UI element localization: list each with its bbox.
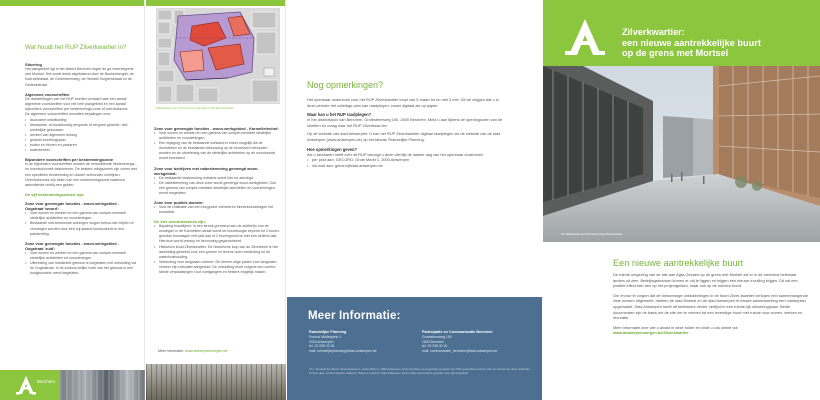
list-item: • Voor wonen en werken en een gamma van comple-mentaire stedelijke activiteiten en voorzieningen. [154,131,280,141]
panel-rup-description [0,0,145,400]
feedback-text: Als u bezwaren heeft over dit RUP bezorgt u deze uiterlijk de laatste dag van het openbaar onderzoek: [307,151,484,157]
feedback-list [307,157,507,168]
more-info-link[interactable]: www.antwerpenmorgen.be [184,349,228,353]
panel1-body [25,58,137,276]
zones-heading: De vijf bestemmingszones zijn: [25,192,85,198]
list-item: • Bestaande niet-bewoonde woningen mogen behou-den blijven of vervangen worden door één vrij-staand bouwvolume in een parkachting. [25,221,137,236]
list-item: • Uitbreiding van industrieel gebouw is toegelaten met ontsluiting via de Oogststraat. In de zuidoos-telijke hoek van het gebouw is een hoogbouwele-ment toegelaten. [25,261,137,276]
contact-email[interactable]: mail: communicatie_berchem@stad.antwerpen.be [422,349,498,354]
contact-email[interactable]: mail: ruimtelijkeplanning@stad.antwerpen.be [309,349,377,354]
contact-line: Francis Wellesplein 1 [309,335,342,339]
zone2-heading: Zone voor gemengde functies - woon-werkgebied - Oogstraat 'zuid': [25,240,120,251]
online-info-paragraph [613,325,809,336]
contact-title: Ruimtelijke Planning [309,330,347,334]
algemene-heading: Algemene voorschriften [25,91,70,97]
zone3-list [154,131,280,162]
algemene-text: De doelstellingen van het RUP worden vertaald naar een aantal algemene voorschriften voor het hele plangebied en een aantal bijzondere voorschriften per bestemmings-zone of overdrukzone. [25,96,129,112]
antwerpen-a-logo-icon [14,373,38,397]
list-item: • waterbeheer [25,148,137,153]
panel4-body [613,272,809,340]
zone2-list [25,251,137,276]
list-item: • buiten en binnen en parkeren [25,143,137,148]
hero-caption: Simulatiebeeld van het toekomstige Zilverkwartier [561,232,623,236]
list-item: • bestaande, al bouwkundig vergunde of vergund geachte, niet-werkelijke gebouwen [25,123,137,133]
bijzondere-text: In de bijzondere voorschriften worden de verschillende bestemmings- en overdrukzones beschreven. De bestem-mingszones zijn zones met een specifieke bestemming en duiden verbonden richtlijnen. Overdrukzones zijn delen van een bestemmingszone waarvoor aanvullende richtlij-nen gelden. [25,162,137,188]
panel3-body [307,97,507,168]
list-item: • Bepaling bouwlijnen: in een strook grenzend aan de achterlijn van de woningen in de Karmeliten-straat wordt de bouwhoogte beperkt tot 3 boven-grondse bouwlagen met plat dak of 2 bovengrond-se met een hellend dak. Hierdoor wordt privacy en bezonning gegarandeerd. [154,224,280,244]
consult-heading: Waar kan u het RUP raadplegen? [307,112,372,118]
masterplan-paragraph: Om ervoor te zorgen dat de toekomstige ontwikkelingen in de buurt Zilver-kwartier verlopen een samenhangende visie worden uitgewerkt, hebben de stad Mortsel en de stad Antwerpen in nauwe samenwerking een masterplan opgemaakt. Stad Antwerpen heeft dit beeldwerk verder verfijnd in een ruimte-lijk uitvoeringsplan. Beide documenten zijn de basis om de site om te vormen tot een levendige buurt met ruimte voor wonen, werken en recreatie. [613,292,808,321]
zone1-list [25,211,137,236]
list-item: • via mail aan: gecoro@stad.antwerpen.be [307,163,507,169]
list-item: • werken van algemeen belang [25,133,137,138]
more-info-block [287,297,542,400]
situering-text: Het plangebied ligt in het district Berchem tegen de ge-meentegrens met Mortsel. Het wordt deels afgebakend door de Boekenberglei, de Kaerveldstraat, de Grotesteenweg, de Hendrik Kuijpersstraat en de Gedenkstraat. [25,67,134,87]
zoning-map-graphic [156,8,280,104]
top-accent-bar [0,0,144,6]
section-title: Een nieuwe aantrekkelijke buurt [613,258,744,268]
list-item: • Een wijziging van de bestaande toestand is enkel-mogelijk als de doorsteken en de bestaande bebouwing op de bouwvorm behouden worden en de uitoefening van de stedelijke activiteiten op de woonfunctie wordt verzekerd. [154,141,280,161]
panel-remarks [287,0,542,400]
feedback-heading: Hoe opmerkingen geven? [307,146,358,152]
zone1-heading: Zone voor gemengde functies - woon-werkgebied - Oogstraat 'woord': [25,201,120,212]
zone3-heading: Zone voor gemengde functies - woon-werkgebied - Karmelietenhof: [154,126,279,131]
district-label: Berchem [37,379,56,384]
panel2-body [154,122,280,275]
street-photo-strip [146,364,286,400]
online-info-text: Meer informatie over wie u alvast in deze folder en vindt u ook online via: [613,324,739,330]
intro-paragraph: De ruimte omgeving van de site aan Agfa-Gevaert op de grens met Mortsel zal er in de toekomst helemaal anders uit zien. Bedrijfsgebouwen komen er vrij te liggen en krijgen een nieuwe invulling krijgen. Dit zal een positief effect heb-ben op het projectgebied, maar ook op de ruimere buurt. [613,272,798,289]
list-item: • Voor wonen en werken en een gamma van comple-mentaire stedelijke activiteiten en voorzieningen. [25,211,137,221]
bijzondere-heading: Bijzondere voorschriften per bestemmingszone [25,157,113,163]
contact-line: tel. 03 338 23 36 [309,344,335,349]
panel1-title: Wat houdt het RUP Zilverkwartier in? [25,44,127,51]
list-item: • De bestaande bestemming industrie wordt hier be-stendigd. [154,176,280,181]
list-item: • Voor wonen en werken en een gamma van comple-mentaire stedelijke activiteiten en voorzieningen. [25,251,137,261]
top-accent-bar [146,0,285,6]
colophon-fine-print: V.U.: Frederik De Wever, Stad Antwerpen, Grote Markt 1, 2000 Antwerpen. Deze brochure werd gedrukt op papier van FSC-gecertificeerd hout. Aan de inhoud van deze publicatie kunnen geen rechten worden ontleend. Tekst en ontwerp: Stad Antwerpen. Deze folder werd met de grootste zorg samengesteld. [309,367,530,375]
overdruk-list [154,224,280,275]
zone4-list [154,176,280,196]
cover-title-line: Zilverkwartier: [622,27,685,37]
panel-cover [543,0,820,400]
remarks-intro: Het openbaar onderzoek voor het RUP Zilverkwartier loopt van 5 maart tot en met 3 mei. Dit wil zeggen dat u in deze periode het volledige plan kan raadplegen, zowel digitaal als op papier. [307,97,499,108]
district-footer [0,370,145,400]
more-info-title: Meer Informatie: [308,310,401,322]
zoning-map-image [156,8,280,104]
zone5-heading: Zone voor publiek domein: [154,199,204,205]
list-item: • Verbinding voor langzaam verkeer: De bemen-stige paden voor langzaam verkeer zijn indicatief aangeduid. De ontsluiting moet volgens een comfor-tabele verplaatsingen voor voetgangers en fietsers mogelijk maken. [154,260,280,275]
contact-ruimtelijke-planning [309,330,407,354]
cover-title [622,27,761,59]
list-item: • Historisch kruid Zilverkwartier: De historische loop van de Zilverbeek is hier aanleiding geweest voor een groene en tevens open verbinding tot de waterhuishouding. [154,245,280,260]
contact-line: tel. 03 338 30 16 [422,344,448,349]
more-info-line [158,349,228,353]
overdruk-heading: De vier overdrukzones zijn: [154,219,207,225]
cover-title-line: op de grens met Mortsel [622,48,729,59]
antwerpen-a-logo-icon [561,13,609,61]
panel3-title: Nog opmerkingen? [307,80,384,90]
more-info-label: Meer informatie: [158,349,185,353]
list-item: • per post aan: GECORO, Grote Markt 1, 2000 Antwerpen [307,157,507,163]
situering-heading: Situering [25,62,42,67]
contact-line: 2018 Antwerpen [309,339,334,344]
building-photo-strip [60,370,145,400]
cover-title-box [543,6,820,66]
list-item: • Voor de realisatie van een borgpuine verbeteren binnenbouwdragen het bouwblok. [154,205,280,215]
online-info-link[interactable]: www.antwerpenmorgen.be/Zilverkwartier [613,330,689,336]
list-item: • duurzame ontwikkeling [25,118,137,123]
cover-title-line: een nieuwe aantrekkelijke buurt [622,37,761,48]
map-caption: Plangebied van het bestemmingsplan RUP Zilverkwartier [156,106,235,110]
zone5-list [154,205,280,215]
contact-line: 2600 Berchem [422,339,445,344]
algemene-text-2: De algemene voorschriften omvatten bepalingen over: [25,112,112,117]
list-item: • De nabestemming van deze zone wordt gemengd woon-werkgebied. Ook een gamma van comple-mentaire stedelijke activiteiten en voorzieningen wordt toegelaten. [154,181,280,196]
algemene-list [25,118,137,154]
consult-text: In het districtshuis van Berchem, Grotesteenweg 150, 2600 Berchem. Meld u aan tijdens de openingsuren van de loketten en vraag naar het RUP Zilverkwar-tier. [307,117,503,128]
list-item: • globale inrichtingsplan [25,138,137,143]
zone4-heading: Zone voor bedrijven met nabestemming gemengd woon-werkgebied: [154,165,259,176]
contact-line: Grotesteenweg 150 [422,335,452,339]
contact-participatie [422,330,520,354]
consult-text-web: Op de website van stad Antwerpen: U kan het RUP Zilverkwartier digitaal raadplegen via de website van de stad Antwerpen (www.antwerpen.be) op het tabvak 'Ruimtelijke Planning'. [307,131,501,142]
contact-title: Participatie en Communicatie Berchem [422,330,493,334]
panel-zones [146,0,286,400]
